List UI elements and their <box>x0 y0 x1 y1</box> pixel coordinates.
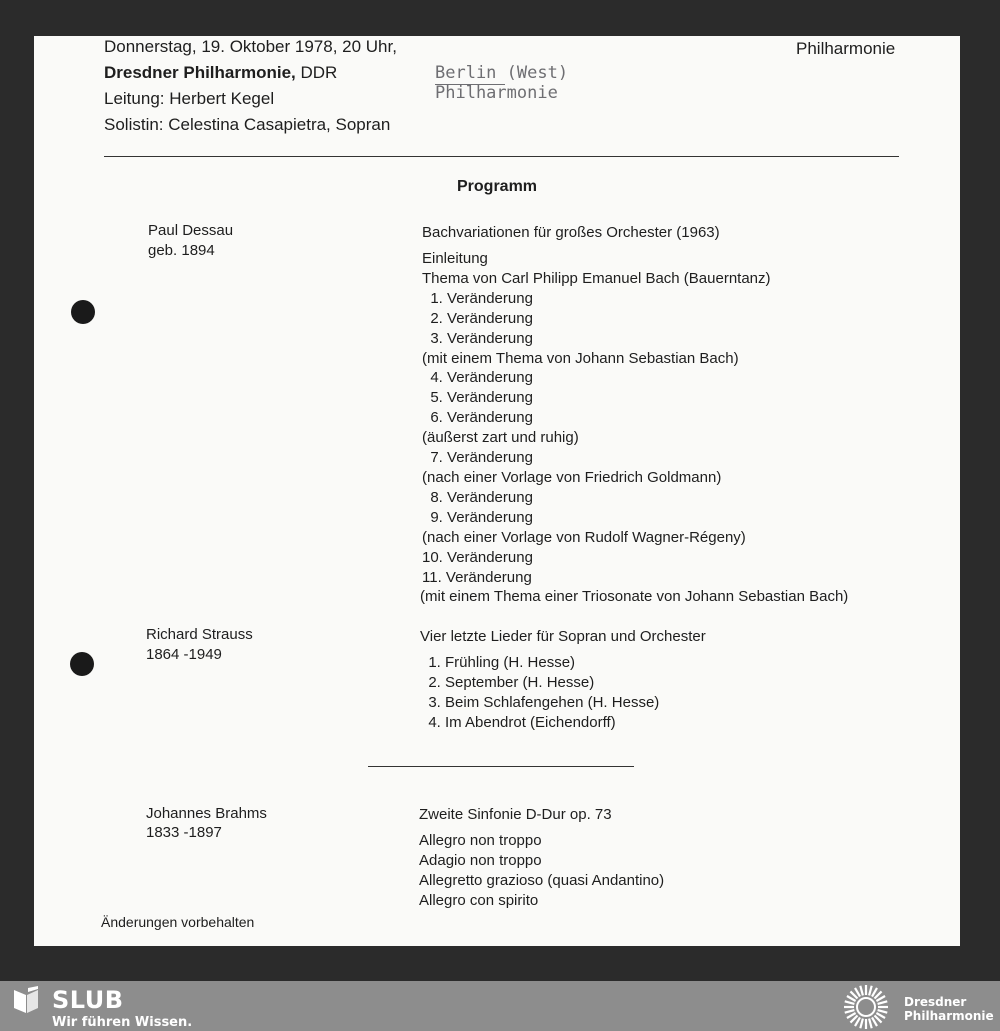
movement-item: (äußerst zart und ruhig) <box>422 429 579 447</box>
sunburst-ray <box>860 1019 863 1029</box>
library-name: SLUB <box>52 986 124 1014</box>
composer-name: Richard Strauss <box>146 626 253 643</box>
program-sheet <box>34 36 960 946</box>
work-title: Bachvariationen für großes Orchester (1963) <box>422 224 720 241</box>
punch-hole <box>70 652 94 676</box>
composer-name: Johannes Brahms <box>146 805 267 822</box>
movement-item: 8. Veränderung <box>422 488 533 506</box>
sunburst-icon <box>842 983 890 1031</box>
work-title: Zweite Sinfonie D-Dur op. 73 <box>419 806 612 823</box>
movement-item: Adagio non troppo <box>419 851 542 869</box>
work-title: Vier letzte Lieder für Sopran und Orchester <box>420 628 706 645</box>
venue-stamp-line2: Philharmonie <box>435 83 558 103</box>
partner-name-line1: Dresdner <box>904 995 967 1009</box>
orchestra-country: DDR <box>295 63 338 82</box>
movement-item: Allegro con spirito <box>419 891 539 909</box>
movement-item: 4. Im Abendrot (Eichendorff) <box>420 713 616 731</box>
movement-item: Allegretto grazioso (quasi Andantino) <box>419 871 665 889</box>
movement-item: Allegro non troppo <box>419 832 542 849</box>
movement-item: 10. Veränderung <box>422 548 533 566</box>
header-divider <box>104 156 899 157</box>
sunburst-ray <box>845 1001 855 1004</box>
partner-name-line2: Philharmonie <box>904 1009 994 1023</box>
program-title: Programm <box>457 178 538 195</box>
movement-item: 11. Veränderung <box>422 568 532 586</box>
movement-item: 1. Veränderung <box>422 289 533 307</box>
composer-dates: 1833 -1897 <box>146 824 222 841</box>
movement-item: 1. Frühling (H. Hesse) <box>420 654 576 671</box>
sunburst-ray <box>845 1010 855 1013</box>
movement-item: 2. Veränderung <box>422 309 533 327</box>
punch-hole <box>71 300 95 324</box>
sunburst-ray <box>860 986 863 996</box>
soloist: Solistin: Celestina Casapietra, Sopran <box>104 115 391 134</box>
orchestra-name: Dresdner Philharmonie, <box>104 63 296 82</box>
movement-item: Einleitung <box>422 250 488 267</box>
movement-item: 3. Beim Schlafengehen (H. Hesse) <box>420 693 660 711</box>
venue-stamp-line1: Berlin (West) <box>435 63 569 83</box>
concert-date: Donnerstag, 19. Oktober 1978, 20 Uhr, <box>104 37 397 56</box>
movement-item: 3. Veränderung <box>422 329 533 347</box>
composer-dates: 1864 -1949 <box>146 646 222 663</box>
movement-item: 5. Veränderung <box>422 389 533 407</box>
movement-item: 6. Veränderung <box>422 409 533 427</box>
movement-list <box>419 831 664 911</box>
interval-divider <box>368 766 634 767</box>
sunburst-ray <box>869 986 872 996</box>
movement-list <box>422 249 848 607</box>
movement-item: (mit einem Thema von Johann Sebastian Bach) <box>422 349 739 367</box>
movement-item: (nach einer Vorlage von Rudolf Wagner-Régeny) <box>422 528 746 546</box>
venue: Philharmonie <box>796 39 896 58</box>
conductor: Leitung: Herbert Kegel <box>104 89 275 108</box>
movement-item: 4. Veränderung <box>422 369 533 387</box>
partner-name <box>904 995 994 1023</box>
slub-book-icon <box>12 986 40 1014</box>
movement-item: 9. Veränderung <box>422 508 533 526</box>
composer-dates: geb. 1894 <box>148 242 215 259</box>
movement-item: 2. September (H. Hesse) <box>420 673 595 691</box>
movement-item: 7. Veränderung <box>422 449 533 467</box>
composer-name: Paul Dessau <box>148 222 234 239</box>
library-tagline: Wir führen Wissen. <box>52 1015 193 1030</box>
movement-item: Thema von Carl Philipp Emanuel Bach (Bauerntanz) <box>422 269 771 287</box>
footnote: Änderungen vorbehalten <box>101 914 255 930</box>
sunburst-ray <box>869 1019 872 1029</box>
footer-bar <box>0 981 1000 1031</box>
orchestra-line <box>104 63 337 83</box>
movement-item: (mit einem Thema einer Triosonate von Johann Sebastian Bach) <box>420 588 849 606</box>
sunburst-ray <box>878 1001 888 1004</box>
movement-item: (nach einer Vorlage von Friedrich Goldmann) <box>422 468 722 486</box>
movement-list <box>420 653 659 733</box>
sunburst-ray <box>878 1010 888 1013</box>
